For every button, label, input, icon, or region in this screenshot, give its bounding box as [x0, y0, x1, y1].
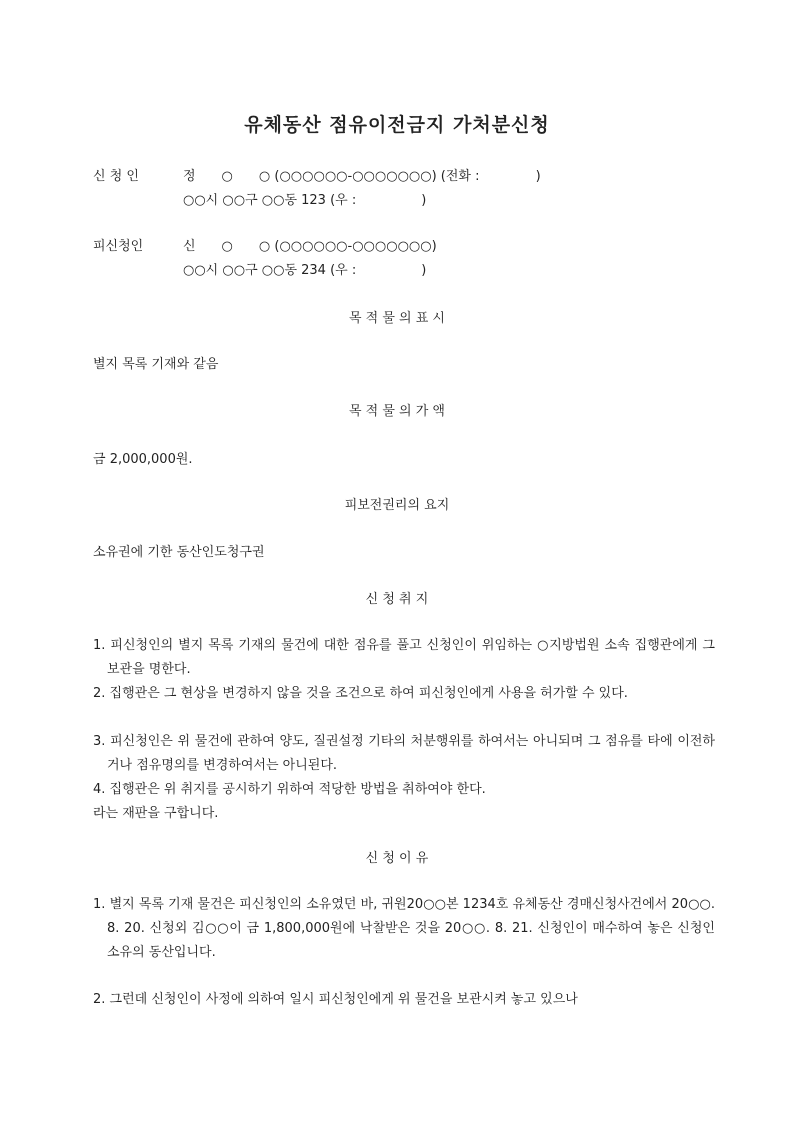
purpose-item: 2. 집행관은 그 현상을 변경하지 않을 것을 조건으로 하여 피신청인에게 사용을 허가할 수 있다. — [93, 686, 628, 701]
document-title: 유체동산 점유이전금지 가처분신청 — [244, 114, 550, 136]
purpose-heading: 신 청 취 지 — [365, 592, 429, 607]
applicant-name-line: 정 ○ ○ (○○○○○○-○○○○○○○) (전화 : ) — [183, 169, 541, 184]
object-value-heading: 목 적 물 의 가 액 — [348, 404, 445, 419]
reason-item: 2. 그런데 신청인이 사정에 의하여 일시 피신청인에게 위 물건을 보관시켜 놓고 있으나 — [93, 992, 578, 1007]
purpose-item: 1. 피신청인의 별지 목록 기재의 물건에 대한 점유를 풀고 신청인이 위임하는 ○지방법원 소속 집행관에게 그 보관을 명한다. — [93, 638, 715, 677]
purpose-item: 3. 피신청인은 위 물건에 관하여 양도, 질권설정 기타의 처분행위를 하여서는 아니되며 그 점유를 타에 이전하거나 점유명의를 변경하여서는 아니된다. — [93, 734, 715, 773]
object-display-text: 별지 목록 기재와 같음 — [93, 357, 219, 372]
object-display-heading: 목 적 물 의 표 시 — [348, 311, 445, 326]
reason-item: 1. 별지 목록 기재 물건은 피신청인의 소유였던 바, 귀원20○○본 1234호 유체동산 경매신청사건에서 20○○. 8. 20. 신청외 김○○이 금 1,800,000원에 낙찰받은 것을 20○○. 8. 21. 신청인이 매수하여 놓은 신청인 소유의 동산입니다. — [93, 897, 715, 960]
purpose-item: 4. 집행관은 위 취지를 공시하기 위하여 적당한 방법을 취하여야 한다. — [93, 782, 486, 797]
respondent-address-line: ○○시 ○○구 ○○동 234 (우 : ) — [183, 263, 427, 278]
protected-right-text: 소유권에 기한 동산인도청구권 — [93, 545, 265, 560]
applicant-address-line: ○○시 ○○구 ○○동 123 (우 : ) — [183, 193, 427, 208]
reason-heading: 신 청 이 유 — [365, 851, 429, 866]
object-value-text: 금 2,000,000원. — [93, 452, 193, 467]
respondent-label: 피신청인 — [93, 239, 144, 254]
respondent-name-line: 신 ○ ○ (○○○○○○-○○○○○○○) — [183, 239, 437, 254]
applicant-label: 신 청 인 — [93, 169, 139, 184]
protected-right-heading: 피보전권리의 요지 — [344, 498, 450, 513]
purpose-closing: 라는 재판을 구합니다. — [93, 806, 219, 821]
